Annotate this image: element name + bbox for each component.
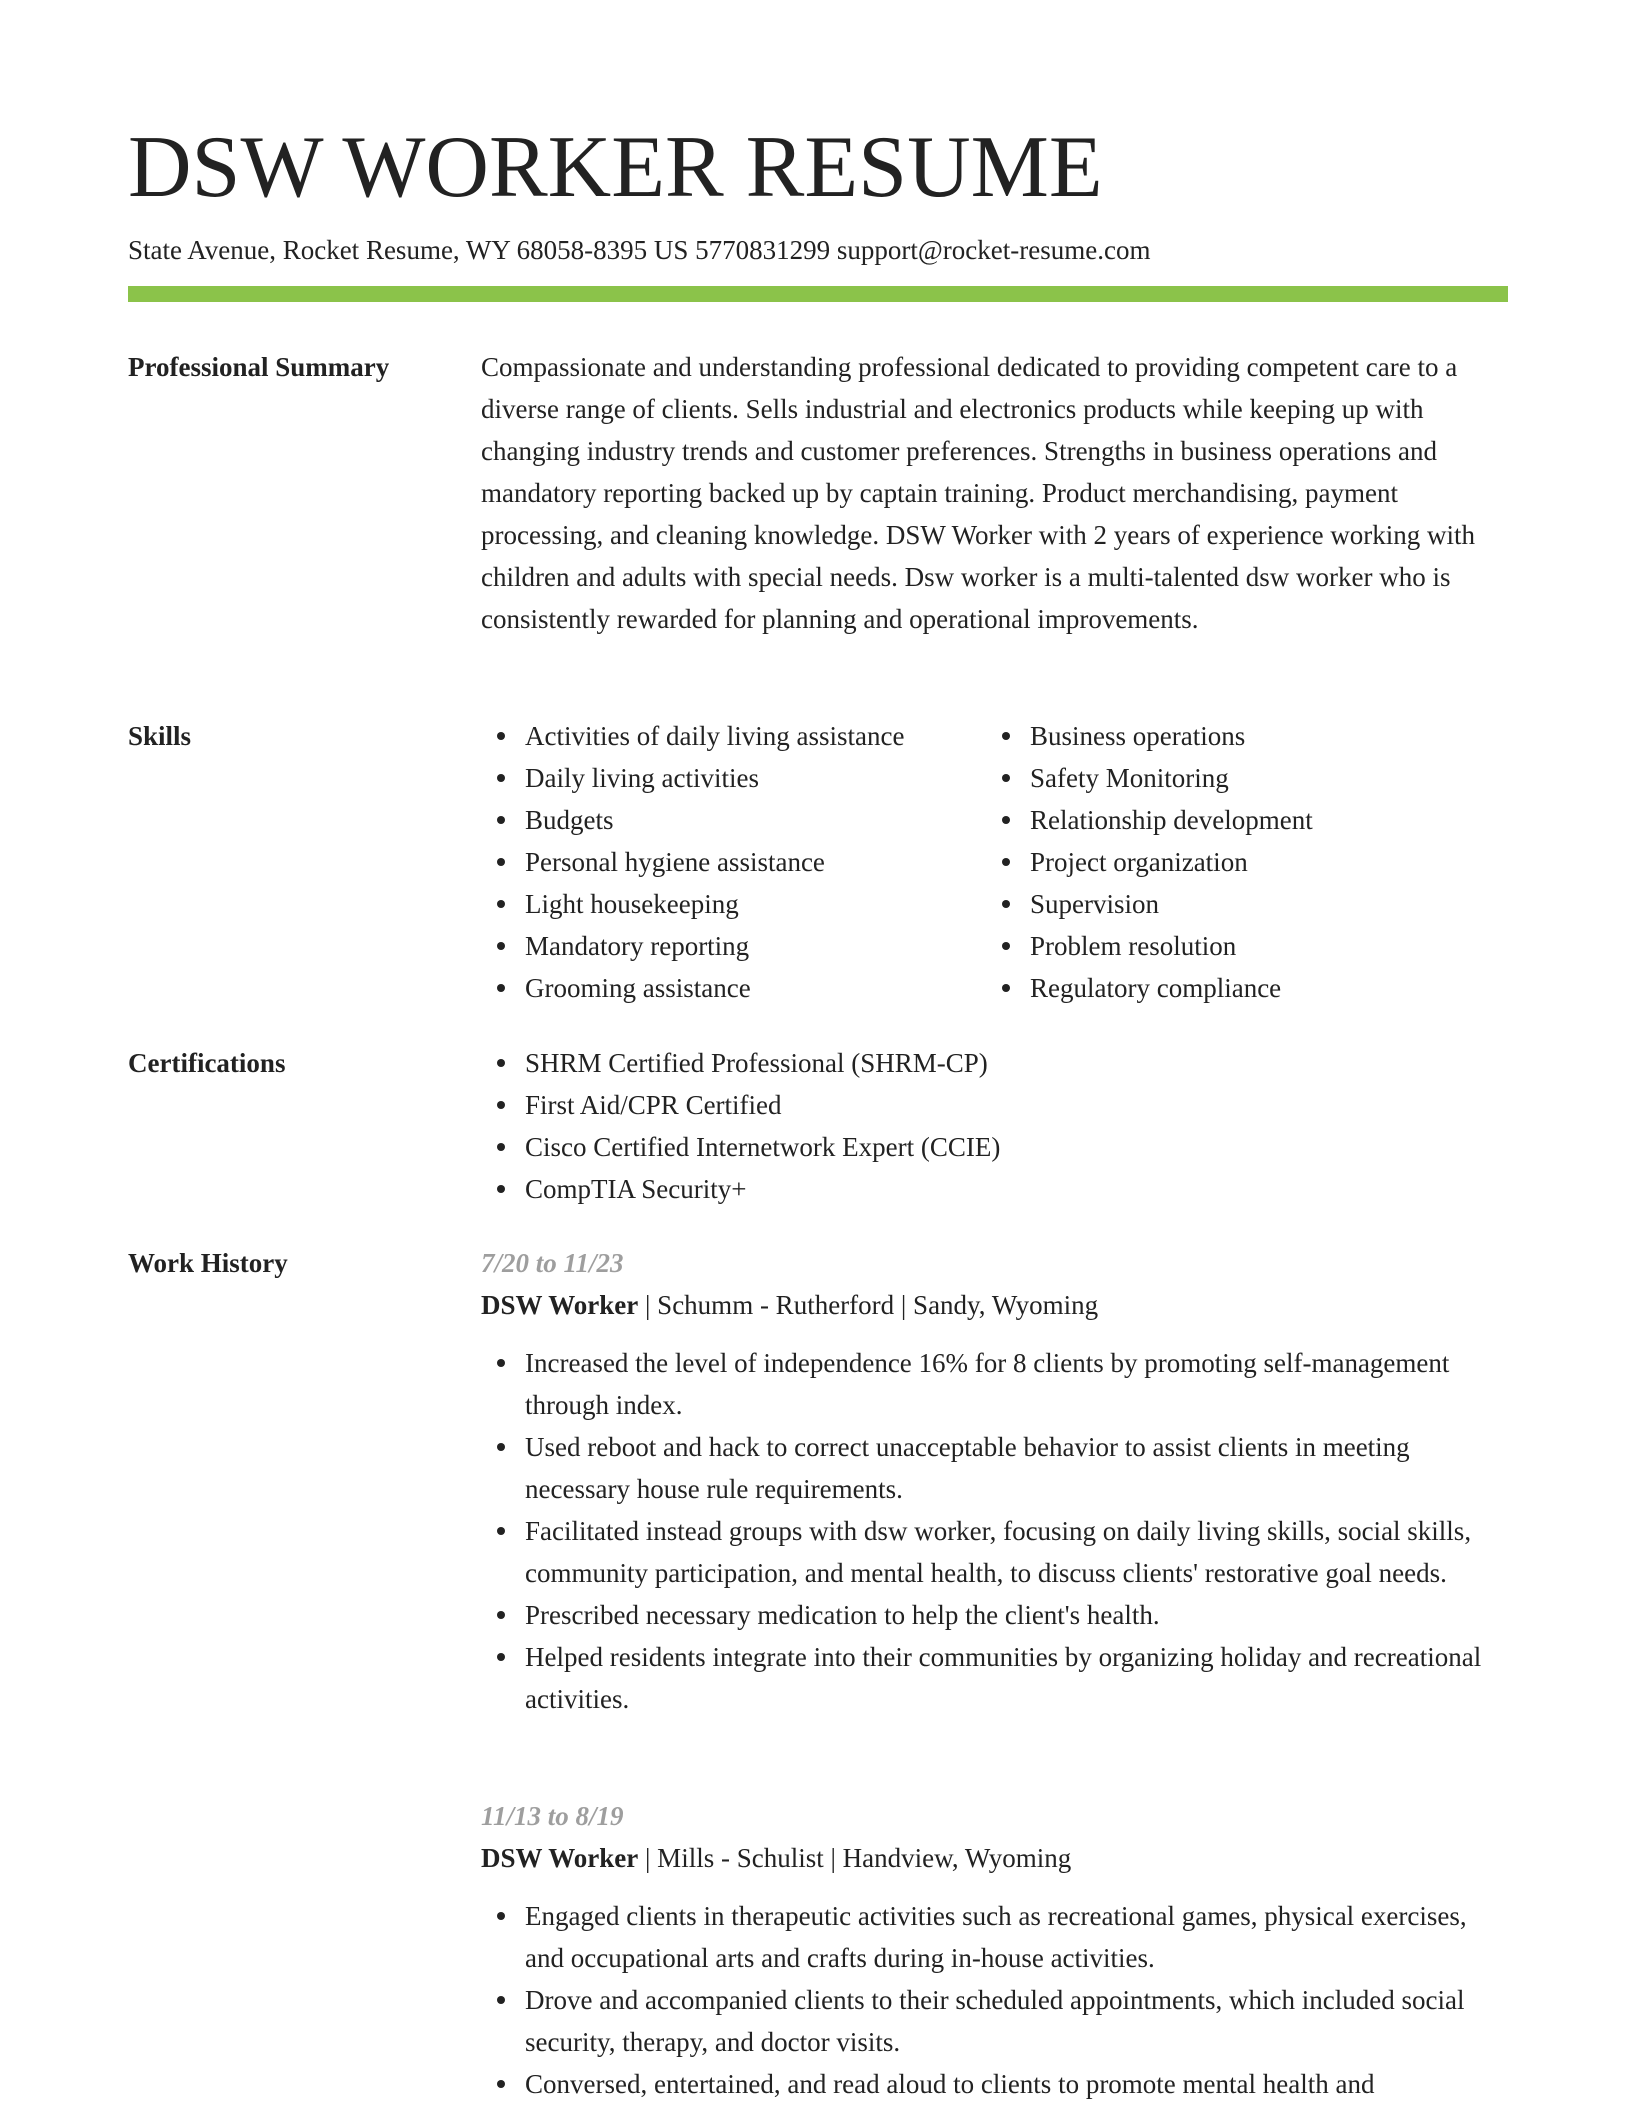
job-heading [481,1284,1508,1326]
job-entry [481,1795,1508,2105]
resume-title: DSW WORKER RESUME [128,119,1103,216]
skills-list-left [481,715,986,1009]
job-bullet: Increased the level of independence 16% for 8 clients by promoting self-management through index. [481,1342,1508,1426]
certification-item: First Aid/CPR Certified [481,1084,1508,1126]
work-history-label: Work History [128,1248,288,1278]
skill-item: Regulatory compliance [986,967,1508,1009]
job-bullet: Prescribed necessary medication to help the client's health. [481,1594,1508,1636]
skill-item: Light housekeeping [481,883,986,925]
job-bullet: Helped residents integrate into their communities by organizing holiday and recreational activities. [481,1636,1508,1720]
job-bullet: Drove and accompanied clients to their scheduled appointments, which included social security, therapy, and doctor visits. [481,1979,1508,2063]
summary-label: Professional Summary [128,352,390,382]
job-title: DSW Worker [481,1290,639,1320]
skill-item: Daily living activities [481,757,986,799]
skill-item: Relationship development [986,799,1508,841]
accent-divider [128,286,1508,302]
skill-item: Business operations [986,715,1508,757]
job-heading [481,1837,1508,1879]
job-title: DSW Worker [481,1843,639,1873]
job-bullet: Used reboot and hack to correct unacceptable behavior to assist clients in meeting necessary house rule requirements. [481,1426,1508,1510]
job-bullet: Engaged clients in therapeutic activities such as recreational games, physical exercises, and occupational arts and crafts during in-house activities. [481,1895,1508,1979]
skill-item: Project organization [986,841,1508,883]
job-dates: 7/20 to 11/23 [481,1248,624,1278]
skill-item: Supervision [986,883,1508,925]
contact-line: State Avenue, Rocket Resume, WY 68058-8395 US 5770831299 support@rocket-resume.com [128,235,1151,265]
skill-item: Problem resolution [986,925,1508,967]
job-employer-location: | Mills - Schulist | Handview, Wyoming [638,1843,1072,1873]
job-bullets [481,1895,1508,2105]
job-dates: 11/13 to 8/19 [481,1801,624,1831]
job-entry [481,1242,1508,1720]
job-bullet: Conversed, entertained, and read aloud to clients to promote mental health and [481,2063,1508,2105]
job-employer-location: | Schumm - Rutherford | Sandy, Wyoming [638,1290,1099,1320]
certification-item: CompTIA Security+ [481,1168,1508,1210]
certification-item: Cisco Certified Internetwork Expert (CCIE) [481,1126,1508,1168]
job-bullet: Facilitated instead groups with dsw worker, focusing on daily living skills, social skills, community participation, and mental health, to discuss clients' restorative goal needs. [481,1510,1508,1594]
skill-item: Grooming assistance [481,967,986,1009]
skill-item: Safety Monitoring [986,757,1508,799]
summary-text: Compassionate and understanding professional dedicated to providing competent care to a diverse range of clients. Sells industrial and electronics products while keeping up with changing industry trends and customer preferences. Strengths in business operations and mandatory reporting backed up by captain training. Product merchandising, payment processing, and cleaning knowledge. DSW Worker with 2 years of experience working with children and adults with special needs. Dsw worker is a multi-talented dsw worker who is consistently rewarded for planning and operational improvements. [481,352,1476,634]
skill-item: Budgets [481,799,986,841]
certification-item: SHRM Certified Professional (SHRM-CP) [481,1042,1508,1084]
certifications-label: Certifications [128,1048,286,1078]
skill-item: Activities of daily living assistance [481,715,986,757]
job-bullets [481,1342,1508,1720]
skills-label: Skills [128,721,192,751]
skill-item: Mandatory reporting [481,925,986,967]
skill-item: Personal hygiene assistance [481,841,986,883]
skills-list-right [986,715,1508,1009]
certifications-body [481,1042,1508,1210]
certifications-list [481,1042,1508,1210]
